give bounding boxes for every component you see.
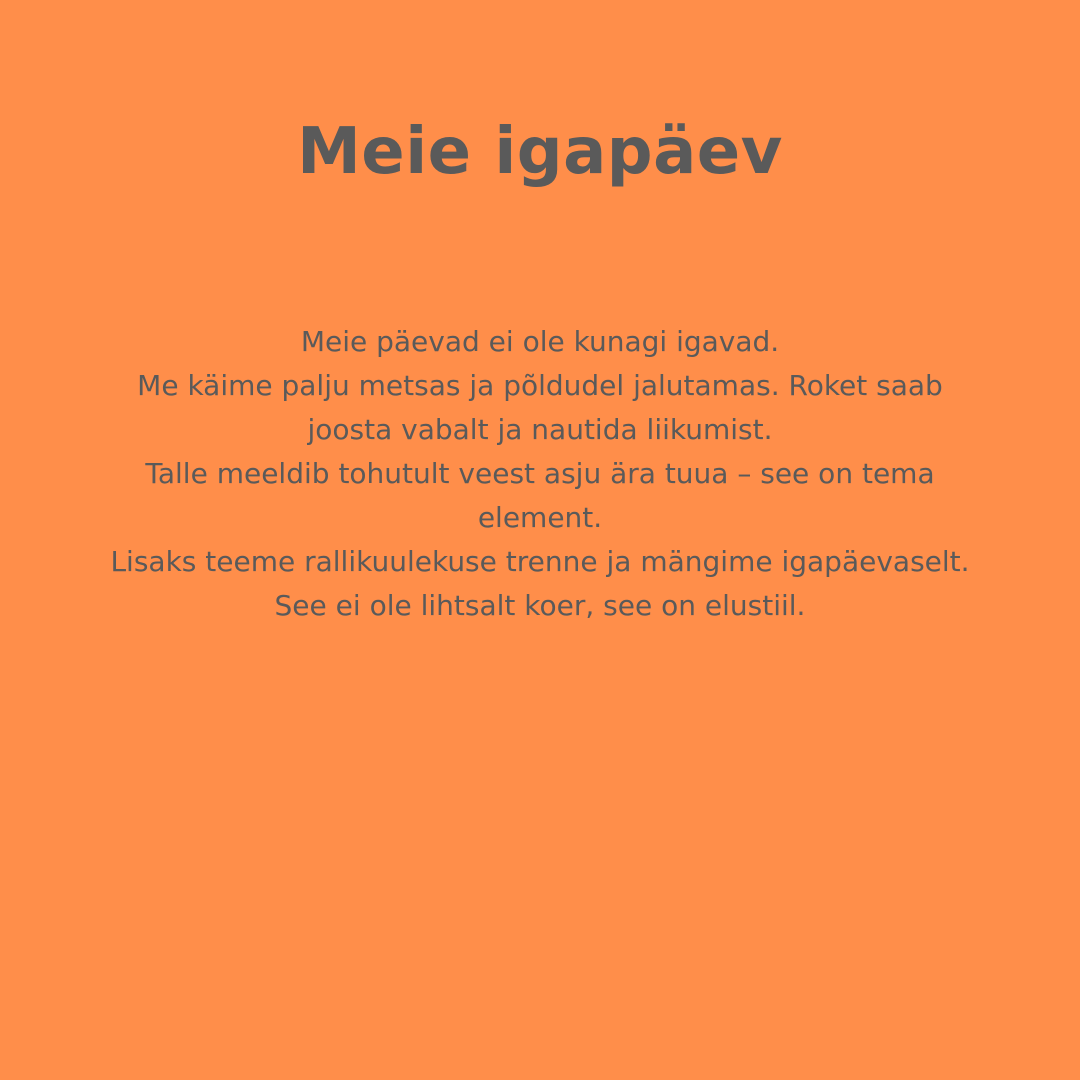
paragraph-5: See ei ole lihtsalt koer, see on elustiil. [274,589,806,622]
paragraph-1: Meie päevad ei ole kunagi igavad. [300,325,780,358]
page-title: Meie igapäev [297,115,783,189]
body-text [100,320,980,628]
paragraph-3: Talle meeldib tohutult veest asju ära tuua – see on tema element. [145,457,935,534]
paragraph-2: Me käime palju metsas ja põldudel jalutamas. Roket saab joosta vabalt ja nautida liikumist. [137,369,943,446]
paragraph-4: Lisaks teeme rallikuulekuse trenne ja mängime igapäevaselt. [110,545,970,578]
